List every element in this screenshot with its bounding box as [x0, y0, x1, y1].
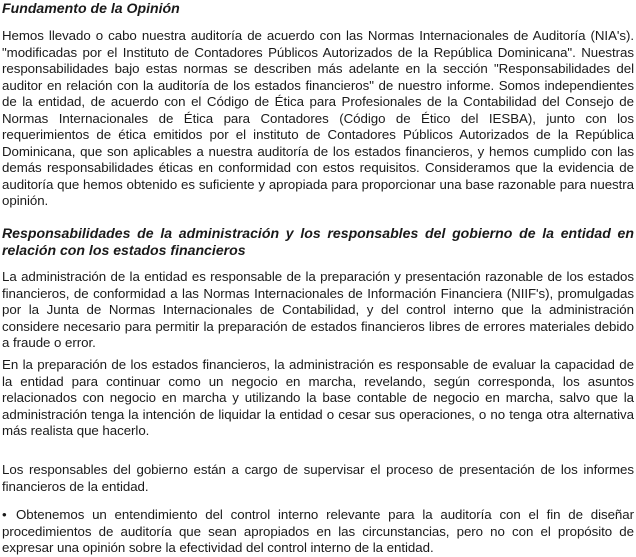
- paragraph-administracion-responsable: La administración de la entidad es responsable de la preparación y presentación razonable de los estados financieros, de conformidad a las Normas Internacionales de Información Financiera (NIIF's), promulgadas por la Junta de Normas Internacionales de Contabilidad, y del control interno que la administración considere necesario para permitir la preparación de estados financieros libres de errores materiales debido a fraude o error.: [2, 269, 634, 350]
- paragraph-negocio-en-marcha: En la preparación de los estados financieros, la administración es responsable de evaluar la capacidad de la entidad para continuar como un negocio en marcha, revelando, según corresponda, los asuntos relacionados con negocio en marcha y utilizando la base contable de negocio en marcha, salvo que la administración tenga la intención de liquidar la entidad o cesar sus operaciones, o no tenga otra alternativa más realista que hacerlo.: [2, 357, 634, 438]
- paragraph-fundamento: Hemos llevado o cabo nuestra auditoría de acuerdo con las Normas Internacionales de Auditoría (NIA's). "modificadas por el Instituto de Contadores Públicos Autorizados de la República Dominicana". Nuestras responsabilidades bajo estas normas se describen más adelante en la sección "Responsabilidades del auditor en relación con la auditoría de los estados financieros" de nuestro informe. Somos independientes de la entidad, de acuerdo con el Código de Ética para Profesionales de la Contabilidad del Consejo de Normas Internacionales de Ética para Contadores (Código de Ético del IESBA), junto con los requerimientos de ética emitidos por el instituto de Contadores Públicos Autorizados de la República Dominicana, que son aplicables a nuestra auditoría de los estados financieros, y hemos cumplido con las demás responsabilidades éticas en conformidad con estos requisitos. Consideramos que la evidencia de auditoría que hemos obtenido es suficiente y apropiada para proporcionar una base razonable para nuestra opinión.: [2, 28, 634, 208]
- paragraph-responsables-gobierno: Los responsables del gobierno están a cargo de supervisar el proceso de presentación de los informes financieros de la entidad.: [2, 462, 634, 494]
- bullet-item-control-interno: [2, 507, 634, 557]
- bullet-text: Obtenemos un entendimiento del control interno relevante para la auditoría con el fin de diseñar procedimientos de auditoría que sean apropiados en las circunstancias, pero no con el propósito de expresar una opinión sobre la efectividad del control interno de la entidad.: [2, 507, 634, 555]
- section-heading-fundamento: Fundamento de la Opinión: [2, 0, 180, 16]
- section-heading-responsabilidades: Responsabilidades de la administración y los responsables del gobierno de la entidad en relación con los estados financieros: [2, 225, 634, 258]
- bullet-icon: •: [2, 507, 7, 522]
